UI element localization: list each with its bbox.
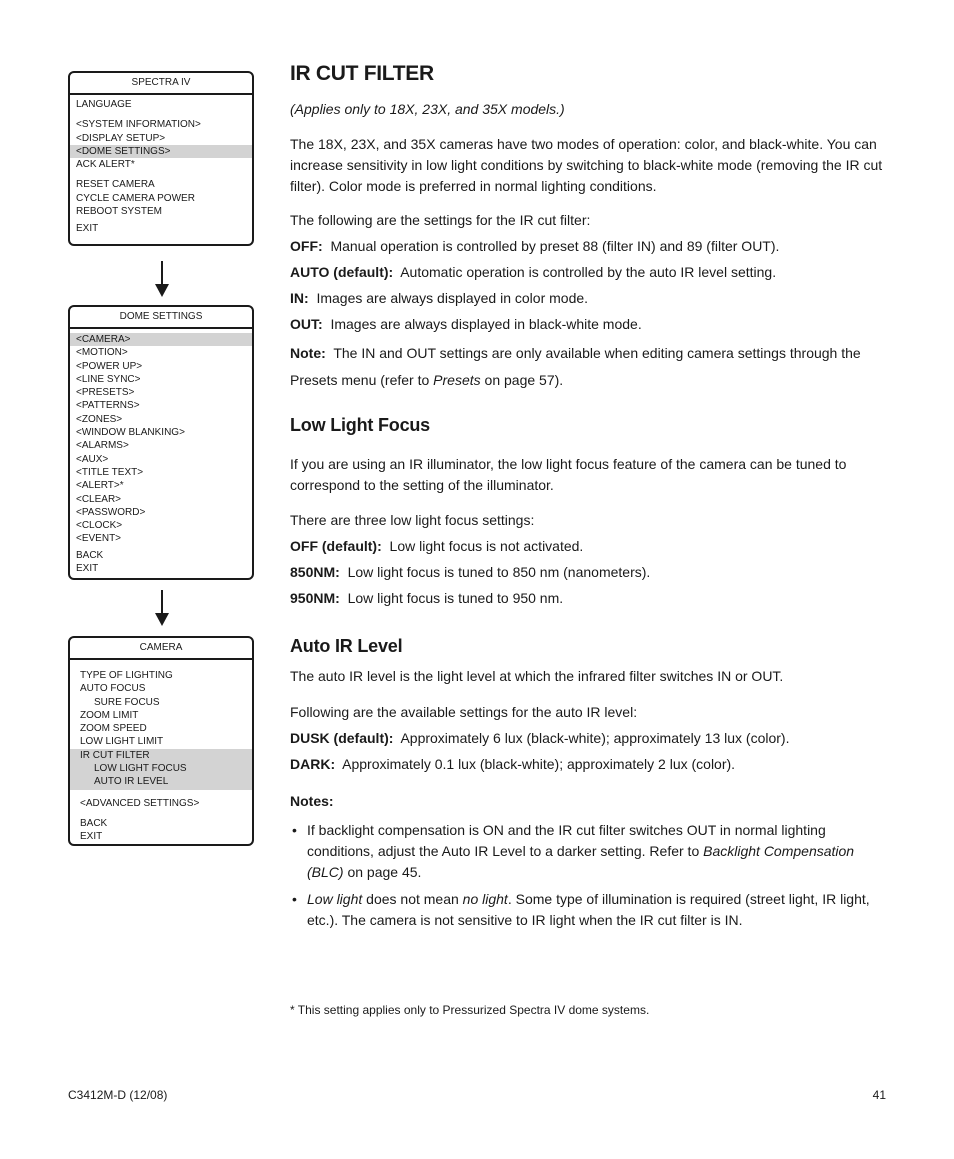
menu-item-reboot-system: REBOOT SYSTEM bbox=[76, 206, 162, 218]
low-light-setting-850nm bbox=[290, 562, 894, 583]
ir-setting-off bbox=[290, 236, 894, 257]
setting-term: OUT: bbox=[290, 316, 323, 332]
bullet-text-part: does not mean bbox=[362, 891, 463, 907]
setting-desc: Low light focus is tuned to 950 nm. bbox=[347, 590, 564, 606]
applies-note: (Applies only to 18X, 23X, and 35X models.) bbox=[290, 101, 565, 117]
note-text-end: on page 57). bbox=[480, 372, 564, 388]
setting-desc: Images are always displayed in black-white mode. bbox=[330, 316, 642, 332]
setting-desc: Automatic operation is controlled by the auto IR level setting. bbox=[400, 264, 777, 280]
bullet-icon: • bbox=[292, 891, 297, 907]
low-light-settings-intro: There are three low light focus settings: bbox=[290, 512, 535, 528]
setting-desc: Manual operation is controlled by preset 88 (filter IN) and 89 (filter OUT). bbox=[330, 238, 780, 254]
ir-setting-auto bbox=[290, 262, 894, 283]
setting-term: IN: bbox=[290, 290, 309, 306]
setting-term: DUSK (default): bbox=[290, 730, 394, 746]
camera-menu-title: CAMERA bbox=[70, 638, 252, 660]
menu-item-exit: EXIT bbox=[76, 223, 99, 235]
menu-item-cycle-camera-power: CYCLE CAMERA POWER bbox=[76, 192, 195, 204]
page-number: 41 bbox=[872, 1088, 886, 1102]
menu-item-ir-cut-filter: IR CUT FILTER bbox=[70, 749, 252, 762]
low-light-focus-heading: Low Light Focus bbox=[290, 415, 430, 435]
menu-item-patterns: <PATTERNS> bbox=[76, 400, 140, 412]
menu-item-back: BACK bbox=[76, 549, 104, 561]
auto-ir-settings-intro: Following are the available settings for the auto IR level: bbox=[290, 704, 638, 720]
setting-desc: Low light focus is tuned to 850 nm (nanometers). bbox=[347, 564, 651, 580]
menu-item-back: BACK bbox=[80, 817, 108, 829]
menu-item-low-light-focus: LOW LIGHT FOCUS bbox=[70, 762, 252, 775]
down-arrow-icon bbox=[155, 261, 169, 297]
menu-item-power-up: <POWER UP> bbox=[76, 360, 143, 372]
ir-setting-out bbox=[290, 314, 894, 335]
auto-ir-setting-dark bbox=[290, 754, 894, 775]
menu-item-dome-settings: <DOME SETTINGS> bbox=[70, 145, 252, 158]
menu-item-reset-camera: RESET CAMERA bbox=[76, 179, 155, 191]
bullet-icon: • bbox=[292, 822, 297, 838]
menu-item-low-light-limit: LOW LIGHT LIMIT bbox=[80, 736, 164, 748]
menu-item-line-sync: <LINE SYNC> bbox=[76, 373, 141, 385]
notes-bullet bbox=[290, 820, 894, 883]
menu-item-ack-alert: ACK ALERT* bbox=[76, 159, 135, 171]
auto-ir-setting-dusk bbox=[290, 728, 894, 749]
menu-item-password: <PASSWORD> bbox=[76, 506, 146, 518]
bullet-text bbox=[307, 889, 894, 931]
menu-item-presets: <PRESETS> bbox=[76, 387, 135, 399]
setting-term: AUTO (default): bbox=[290, 264, 394, 280]
menu-item-window-blanking: <WINDOW BLANKING> bbox=[76, 427, 185, 439]
bullet-text-end: on page 45. bbox=[343, 864, 422, 880]
dome-settings-menu-title: DOME SETTINGS bbox=[70, 307, 252, 329]
presets-reference: Presets bbox=[433, 372, 481, 388]
spectra-menu bbox=[68, 71, 254, 246]
page-title: IR CUT FILTER bbox=[290, 62, 434, 85]
setting-desc: Images are always displayed in color mode. bbox=[316, 290, 589, 306]
setting-term: DARK: bbox=[290, 756, 336, 772]
menu-item-exit: EXIT bbox=[76, 563, 99, 575]
document-number: C3412M-D (12/08) bbox=[68, 1088, 168, 1102]
italic-no-light: no light bbox=[462, 891, 508, 907]
menu-item-camera: <CAMERA> bbox=[70, 333, 252, 346]
menu-item-zones: <ZONES> bbox=[76, 413, 123, 425]
ir-setting-in bbox=[290, 288, 894, 309]
menu-item-advanced-settings: <ADVANCED SETTINGS> bbox=[80, 797, 200, 809]
blc-reference: Backlight Compensation (BLC) bbox=[307, 843, 855, 880]
dome-settings-menu bbox=[68, 305, 254, 580]
bullet-text bbox=[307, 820, 894, 883]
low-light-intro: If you are using an IR illuminator, the low light focus feature of the camera can be tuned to correspond to the setting of the illuminator. bbox=[290, 456, 847, 493]
menu-item-auto-focus: AUTO FOCUS bbox=[80, 683, 146, 695]
ir-settings-intro: The following are the settings for the IR cut filter: bbox=[290, 212, 591, 228]
menu-item-type-of-lighting: TYPE OF LIGHTING bbox=[80, 670, 173, 681]
menu-item-sure-focus: SURE FOCUS bbox=[94, 696, 160, 708]
down-arrow-icon bbox=[155, 590, 169, 626]
menu-item-alert: <ALERT>* bbox=[76, 480, 124, 492]
auto-ir-level-heading: Auto IR Level bbox=[290, 636, 403, 656]
menu-item-alarms: <ALARMS> bbox=[76, 440, 129, 452]
setting-term: OFF: bbox=[290, 238, 323, 254]
menu-item-display-setup: <DISPLAY SETUP> bbox=[76, 132, 166, 144]
menu-item-language: LANGUAGE bbox=[76, 99, 132, 110]
setting-term: 850NM: bbox=[290, 564, 340, 580]
menu-item-zoom-limit: ZOOM LIMIT bbox=[80, 709, 139, 721]
menu-item-exit: EXIT bbox=[80, 831, 103, 843]
menu-item-system-information: <SYSTEM INFORMATION> bbox=[76, 119, 201, 131]
low-light-setting-950nm bbox=[290, 588, 894, 609]
low-light-setting-off bbox=[290, 536, 894, 557]
bullet-text-part: If backlight compensation is ON and the IR cut filter switches OUT in normal lighting conditions, adjust the Auto IR Level to a darker setting. Refer to bbox=[307, 822, 826, 859]
intro-paragraph: The 18X, 23X, and 35X cameras have two modes of operation: color, and black-white. You can increase sensitivity in low light conditions by switching to black-white mode (removing the IR cut filter). Color mode is preferred in normal lighting conditions. bbox=[290, 136, 883, 194]
menu-item-aux: <AUX> bbox=[76, 453, 109, 465]
setting-desc: Approximately 0.1 lux (black-white); approximately 2 lux (color). bbox=[342, 756, 736, 772]
note-paragraph bbox=[290, 340, 894, 394]
setting-desc: Low light focus is not activated. bbox=[389, 538, 584, 554]
menu-item-zoom-speed: ZOOM SPEED bbox=[80, 723, 147, 735]
note-label: Note: bbox=[290, 345, 326, 361]
italic-low-light: Low light bbox=[307, 891, 363, 907]
notes-bullet bbox=[290, 889, 894, 931]
setting-desc: Approximately 6 lux (black-white); approximately 13 lux (color). bbox=[400, 730, 790, 746]
note-text: The IN and OUT settings are only available when editing camera settings through the Presets menu (refer to bbox=[290, 345, 861, 388]
menu-item-motion: <MOTION> bbox=[76, 347, 128, 359]
setting-term: 950NM: bbox=[290, 590, 340, 606]
setting-term: OFF (default): bbox=[290, 538, 382, 554]
menu-item-clear: <CLEAR> bbox=[76, 493, 122, 505]
camera-menu bbox=[68, 636, 254, 846]
menu-item-clock: <CLOCK> bbox=[76, 520, 123, 532]
bullet-text-end: . Some type of illumination is required (street light, IR light, etc.). The camera is not sensitive to IR light when the IR cut filter is IN. bbox=[307, 891, 870, 928]
menu-item-event: <EVENT> bbox=[76, 533, 122, 545]
spectra-menu-title: SPECTRA IV bbox=[70, 73, 252, 95]
menu-item-title-text: <TITLE TEXT> bbox=[76, 466, 144, 478]
footnote: * This setting applies only to Pressurized Spectra IV dome systems. bbox=[290, 1003, 650, 1017]
auto-ir-intro: The auto IR level is the light level at which the infrared filter switches IN or OUT. bbox=[290, 668, 784, 684]
menu-item-auto-ir-level: AUTO IR LEVEL bbox=[70, 775, 252, 789]
notes-heading: Notes: bbox=[290, 793, 334, 809]
